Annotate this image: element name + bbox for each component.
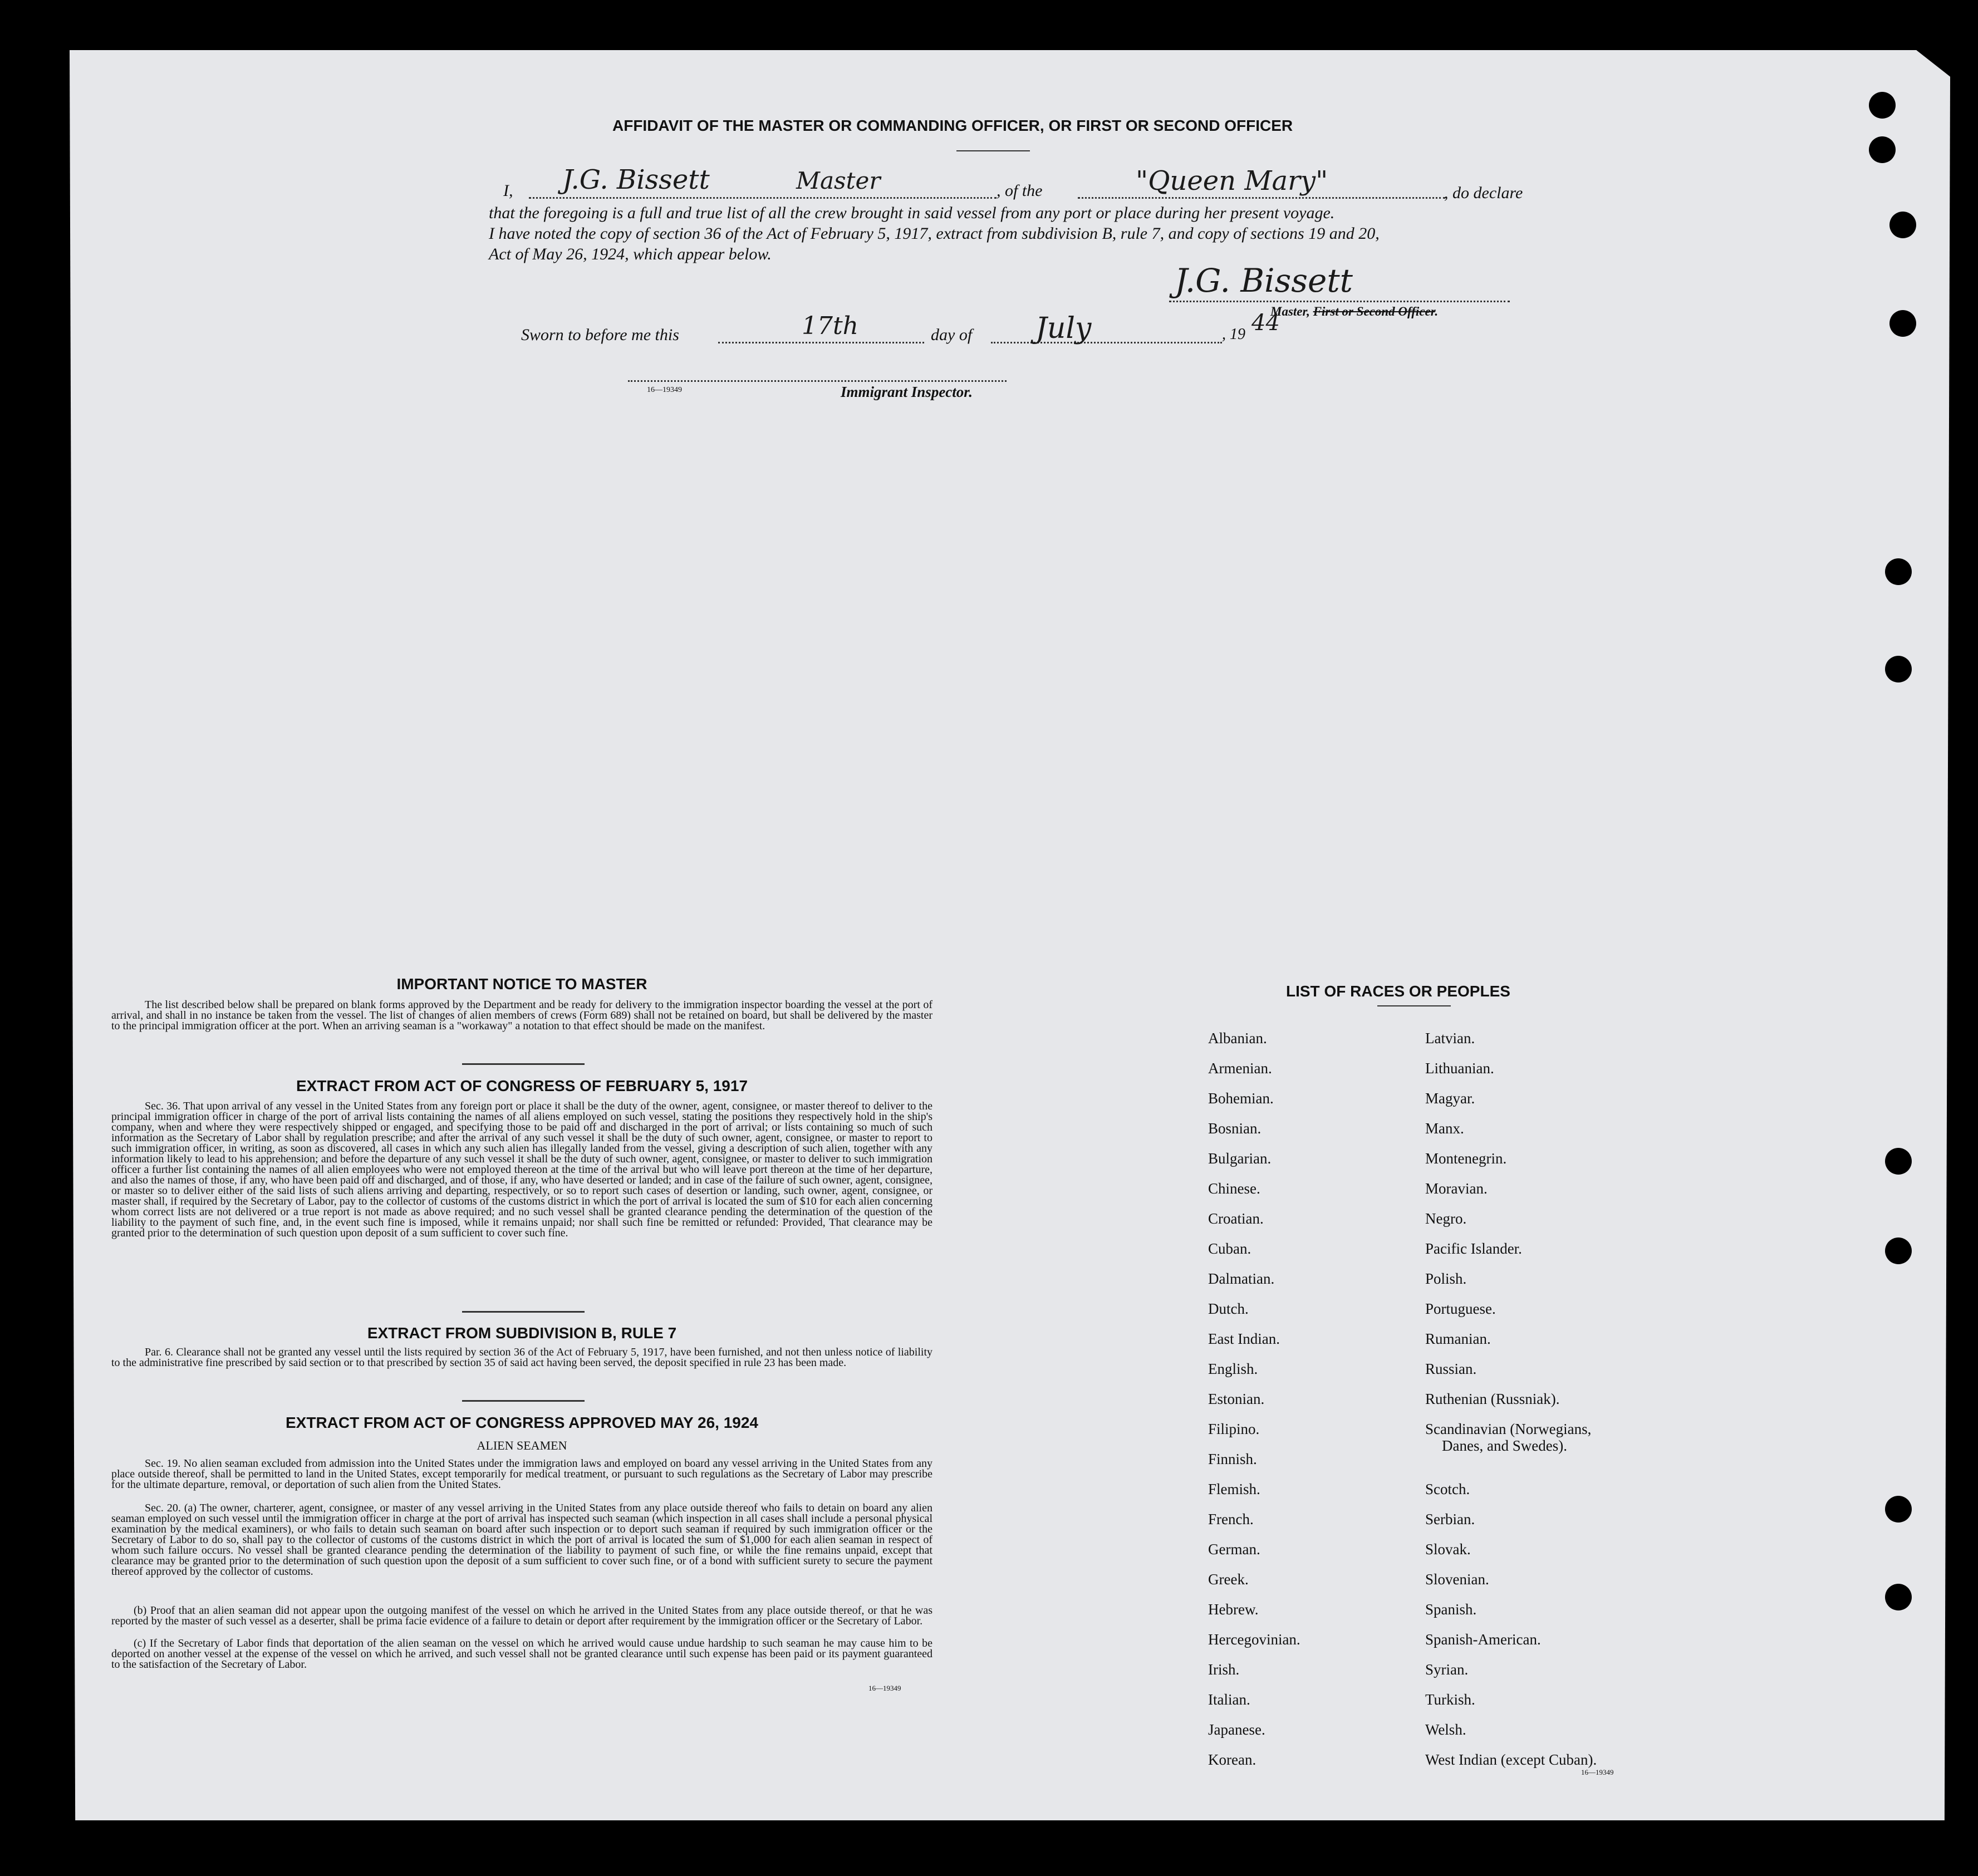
- races-heading: LIST OF RACES OR PEOPLES: [1286, 983, 1510, 1000]
- race-item: Bulgarian.: [1208, 1150, 1272, 1167]
- race-item: Japanese.: [1208, 1721, 1265, 1738]
- race-item: Slovenian.: [1425, 1571, 1489, 1588]
- race-item: Korean.: [1208, 1751, 1257, 1768]
- race-item: Spanish.: [1425, 1601, 1477, 1618]
- officer-title: [1270, 305, 1438, 319]
- month-line: [991, 342, 1222, 343]
- handwritten-year: 44: [1251, 310, 1280, 336]
- handwritten-vessel: "Queen Mary": [1136, 165, 1328, 197]
- race-item: Armenian.: [1208, 1060, 1272, 1077]
- affidavit-title: AFFIDAVIT OF THE MASTER OR COMMANDING OFFICER, OR FIRST OR SECOND OFFICER: [612, 117, 1293, 134]
- race-item: Polish.: [1425, 1270, 1467, 1287]
- section-divider: [462, 1063, 585, 1065]
- race-item: Albanian.: [1208, 1030, 1267, 1047]
- alien-seamen-subheading: ALIEN SEAMEN: [477, 1438, 567, 1452]
- extract-1917-body: Sec. 36. That upon arrival of any vessel in the United States from any foreign port or place it shall be the duty of the owner, agent, consignee, or master thereof to deliver to the principal immigration officer in charge of the port of arrival lists containing the names of all aliens employed on such vessel, stating the positions they respectively hold in the ship's company, when and where they were respectively shipped or engaged, and specifying those to be paid off and discharged in the port of arrival; or lists containing so much of such information as the Secretary of Labor shall by regulation prescribe; and after the arrival of any such vessel it shall be the duty of such owner, agent, consignee, or master to report to such immigration officer, in writing, as soon as discovered, all cases in which any such alien has illegally landed from the vessel, giving a description of such alien, together with any information likely to lead to his apprehension; and before the departure of any such vessel it shall be the duty of such owner, agent, consignee, or master to deliver to such immigration officer a further list containing the names of all alien employees who were not employed thereon at the time of the arrival but who will leave port thereon at the time of her departure, and also the names of those, if any, who have been paid off and discharged, and of those, if any, who have deserted or landed; and in case of the failure of such owner, agent, consignee, or master so to deliver either of the said lists of such aliens arriving and departing, respectively, or so to report such cases of desertion or landing, such owner, agent, consignee, or master shall, if required by the Secretary of Labor, pay to the collector of customs of the customs district in which the port of arrival is located the sum of $10 for each alien concerning whom correct lists are not delivered or a true report is not made as above required; and no such vessel shall be granted clearance pending the determination of the question of the liability to the payment of such fine, and, in the event such fine is imposed, while it remains unpaid; nor shall such fine be remitted or refunded: Provided, That clearance may be granted prior to the determination of such question upon deposit of a sum sufficient to cover such fine.: [111, 1100, 932, 1239]
- affidavit-line-4: Act of May 26, 1924, which appear below.: [489, 245, 772, 263]
- handwritten-month: July: [1035, 312, 1092, 345]
- race-item: Manx.: [1425, 1120, 1464, 1137]
- affidavit-line-3: I have noted the copy of section 36 of the Act of February 5, 1917, extract from subdivision B, rule 7, and copy of sections 19 and 20,: [489, 224, 1380, 243]
- sec-20c-body: (c) If the Secretary of Labor finds that deportation of the alien seaman on the vessel on which he arrived would cause undue hardship to such seaman he may cause him to be deported on another vessel at the expense of the vessel on which he arrived, and such vessel shall not be granted clearance until such expense has been paid or its payment guaranteed to the satisfaction of the Secretary of Labor.: [111, 1637, 932, 1671]
- form-number: 16—19349: [647, 386, 682, 394]
- name-line: [529, 197, 997, 199]
- race-item: Greek.: [1208, 1571, 1249, 1588]
- extract-rule7-body: Par. 6. Clearance shall not be granted any vessel until the lists required by section 36 of the Act of February 5, 1917, have been furnished, and not then unless notice of liability to the administrative fine prescribed by said section or to that prescribed by section 35 of said act having been served, the deposit specified in rule 23 has been made.: [111, 1346, 932, 1369]
- section-divider: [462, 1311, 585, 1313]
- binder-hole: [1885, 1496, 1912, 1523]
- race-item: Chinese.: [1208, 1180, 1260, 1197]
- signature: J.G. Bissett: [1175, 262, 1353, 299]
- affidavit-line-2: that the foregoing is a full and true list of all the crew brought in said vessel from any port or place during her present voyage.: [489, 204, 1335, 222]
- race-item: Bosnian.: [1208, 1120, 1262, 1137]
- race-item: Hercegovinian.: [1208, 1631, 1300, 1648]
- do-declare-label: , do declare: [1444, 184, 1523, 202]
- vessel-line: [1078, 197, 1445, 199]
- handwritten-name: J.G. Bissett: [562, 164, 710, 195]
- race-item: Turkish.: [1425, 1691, 1475, 1708]
- sec-20b-body: (b) Proof that an alien seaman did not appear upon the outgoing manifest of the vessel on which he arrived in the United States from any place outside thereof, or that he was reported by the master of such vessel as a deserter, shall be prima facie evidence of a failure to detain or deport after requirement by the immigration officer or the Secretary of Labor.: [111, 1604, 932, 1627]
- of-the-label: , of the: [997, 181, 1043, 200]
- binder-hole: [1869, 136, 1896, 163]
- race-item: Bohemian.: [1208, 1090, 1274, 1107]
- race-item: Magyar.: [1425, 1090, 1475, 1107]
- race-item: Montenegrin.: [1425, 1150, 1507, 1167]
- race-item: Portuguese.: [1425, 1300, 1496, 1317]
- sec-20a-body: Sec. 20. (a) The owner, charterer, agent, consignee, or master of any vessel arriving in the United States from any place outside thereof who fails to detain on board any alien seaman employed on such vessel until the immigration officer in charge at the port of arrival has inspected such seaman (which inspection in all cases shall include a personal physical examination by the medical examiners), or who fails to detain such seaman on board after such inspection or to deport such seaman if required by such immigration officer or the Secretary of Labor to do so, shall pay to the collector of customs of the customs district in which the port of arrival is located the sum of $1,000 for each alien seaman in respect of whom such failure occurs. No vessel shall be granted clearance pending the determination of the liability to payment of such fine, or while the fine remains unpaid, except that clearance may be granted prior to the determination of such question upon the deposit of a sum sufficient to cover such fine, or of a bond with sufficient surety to secure the payment thereof approved by the collector of customs.: [111, 1502, 932, 1578]
- binder-hole: [1885, 1584, 1912, 1610]
- extract-1924-heading: EXTRACT FROM ACT OF CONGRESS APPROVED MAY 26, 1924: [286, 1414, 758, 1431]
- race-item: East Indian.: [1208, 1330, 1280, 1347]
- form-number: 16—19349: [868, 1684, 901, 1692]
- binder-hole: [1885, 1237, 1912, 1264]
- officer-struck-label: First or Second Officer: [1313, 305, 1435, 318]
- handwritten-rank: Master: [796, 167, 881, 194]
- race-item: Cuban.: [1208, 1240, 1251, 1257]
- race-item: French.: [1208, 1511, 1254, 1528]
- race-item: German.: [1208, 1541, 1260, 1558]
- race-item: Estonian.: [1208, 1391, 1265, 1407]
- sec-19-body: Sec. 19. No alien seaman excluded from admission into the United States under the immigration laws and employed on board any vessel arriving in the United States from any place outside thereof, shall be permitted to land in the United States, except temporarily for medical treatment, or pursuant to such regulations as the Secretary of Labor may prescribe for the ultimate departure, removal, or deportation of such alien from the United States.: [111, 1457, 932, 1491]
- inspector-label: Immigrant Inspector.: [841, 384, 973, 400]
- race-item: Serbian.: [1425, 1511, 1475, 1528]
- sworn-label: Sworn to before me this: [521, 326, 679, 344]
- race-item: Italian.: [1208, 1691, 1250, 1708]
- race-item: Dalmatian.: [1208, 1270, 1275, 1287]
- i-label: I,: [503, 181, 513, 200]
- handwritten-day: 17th: [802, 312, 859, 340]
- extract-1917-heading: EXTRACT FROM ACT OF CONGRESS OF FEBRUARY 5, 1917: [296, 1077, 748, 1094]
- race-item: Pacific Islander.: [1425, 1240, 1522, 1257]
- race-item: Spanish-American.: [1425, 1631, 1541, 1648]
- officer-end-label: .: [1435, 305, 1439, 318]
- race-item: Slovak.: [1425, 1541, 1471, 1558]
- race-item: Rumanian.: [1425, 1330, 1491, 1347]
- race-item: Irish.: [1208, 1661, 1240, 1678]
- race-item: Croatian.: [1208, 1210, 1264, 1227]
- notice-body: The list described below shall be prepared on blank forms approved by the Department and be ready for delivery to the immigration inspector boarding the vessel at the port of arrival, and shall in no instance be taken from the vessel. The list of changes of alien members of crews (Form 689) shall not be retained on board, but shall be delivered by the master to the principal immigration officer at the port. When an arriving seaman is a "workaway" a notation to that effect should be made on the manifest.: [111, 999, 932, 1032]
- race-item: Scotch.: [1425, 1481, 1470, 1497]
- binder-hole: [1889, 212, 1916, 238]
- race-item: Danes, and Swedes).: [1442, 1437, 1567, 1454]
- race-item: Syrian.: [1425, 1661, 1469, 1678]
- binder-hole: [1869, 92, 1896, 119]
- title-divider: [956, 150, 1030, 151]
- race-item: Russian.: [1425, 1361, 1477, 1377]
- officer-master-label: Master,: [1270, 305, 1310, 318]
- signature-line: [1169, 301, 1510, 302]
- day-of-label: day of: [931, 326, 973, 344]
- binder-hole: [1885, 1148, 1912, 1175]
- notice-heading: IMPORTANT NOTICE TO MASTER: [396, 975, 647, 993]
- race-item: Hebrew.: [1208, 1601, 1259, 1618]
- race-item: Scandinavian (Norwegians,: [1425, 1421, 1592, 1437]
- race-item: Welsh.: [1425, 1721, 1466, 1738]
- binder-hole: [1885, 558, 1912, 585]
- binder-hole: [1889, 310, 1916, 337]
- form-number: 16—19349: [1581, 1768, 1614, 1776]
- year-prefix: , 19: [1222, 326, 1245, 343]
- race-item: Moravian.: [1425, 1180, 1488, 1197]
- race-item: Latvian.: [1425, 1030, 1475, 1047]
- inspector-line: [628, 380, 1007, 382]
- race-item: West Indian (except Cuban).: [1425, 1751, 1597, 1768]
- race-item: Finnish.: [1208, 1451, 1257, 1467]
- section-divider: [462, 1400, 585, 1402]
- race-item: Lithuanian.: [1425, 1060, 1494, 1077]
- binder-hole: [1885, 656, 1912, 682]
- race-item: Negro.: [1425, 1210, 1467, 1227]
- race-item: Flemish.: [1208, 1481, 1260, 1497]
- race-item: Ruthenian (Russniak).: [1425, 1391, 1560, 1407]
- races-divider: [1377, 1005, 1451, 1006]
- day-line: [718, 342, 924, 343]
- race-item: Dutch.: [1208, 1300, 1249, 1317]
- race-item: English.: [1208, 1361, 1258, 1377]
- race-item: Filipino.: [1208, 1421, 1260, 1437]
- extract-rule7-heading: EXTRACT FROM SUBDIVISION B, RULE 7: [367, 1324, 677, 1342]
